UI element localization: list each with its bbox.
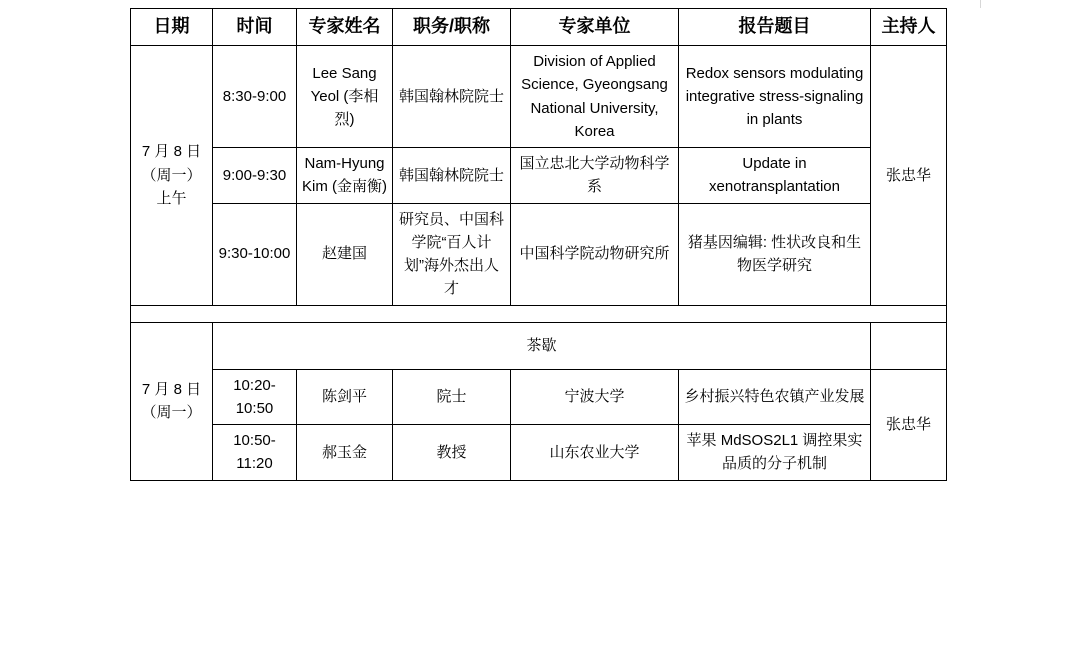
row-time: 9:00-9:30 — [213, 148, 297, 204]
header-host: 主持人 — [871, 9, 947, 46]
section-gap — [131, 305, 947, 322]
row-position: 韩国翰林院院士 — [393, 148, 511, 204]
table-row — [131, 148, 947, 204]
row-expert-name: Lee Sang Yeol (李相烈) — [297, 46, 393, 148]
break-host-empty — [871, 322, 947, 369]
row-position: 韩国翰林院院士 — [393, 46, 511, 148]
table-row — [131, 425, 947, 481]
row-report-topic: 苹果 MdSOS2L1 调控果实品质的分子机制 — [679, 425, 871, 481]
header-affiliation: 专家单位 — [511, 9, 679, 46]
row-affiliation: Division of Applied Science, Gyeongsang National University, Korea — [511, 46, 679, 148]
session-host-late-morning: 张忠华 — [871, 369, 947, 480]
page-edge-line — [100, 0, 981, 8]
row-time: 10:20-10:50 — [213, 369, 297, 425]
table-row — [131, 369, 947, 425]
header-time: 时间 — [213, 9, 297, 46]
row-affiliation: 宁波大学 — [511, 369, 679, 425]
header-position: 职务/职称 — [393, 9, 511, 46]
session-date-late-morning: 7 月 8 日 （周一） — [131, 322, 213, 480]
row-expert-name: 郝玉金 — [297, 425, 393, 481]
header-report-topic: 报告题目 — [679, 9, 871, 46]
row-time: 10:50-11:20 — [213, 425, 297, 481]
header-expert-name: 专家姓名 — [297, 9, 393, 46]
row-expert-name: 陈剑平 — [297, 369, 393, 425]
tea-break-label: 茶歇 — [213, 322, 871, 369]
row-time: 9:30-10:00 — [213, 203, 297, 305]
row-position: 院士 — [393, 369, 511, 425]
row-report-topic: Redox sensors modulating integrative stress-signaling in plants — [679, 46, 871, 148]
row-time: 8:30-9:00 — [213, 46, 297, 148]
row-report-topic: 猪基因编辑: 性状改良和生物医学研究 — [679, 203, 871, 305]
row-affiliation: 山东农业大学 — [511, 425, 679, 481]
table-header-row — [131, 9, 947, 46]
table-body — [131, 46, 947, 481]
session-host-morning: 张忠华 — [871, 46, 947, 306]
table-row — [131, 46, 947, 148]
row-position: 研究员、中国科学院“百人计划”海外杰出人才 — [393, 203, 511, 305]
row-report-topic: Update in xenotransplantation — [679, 148, 871, 204]
header-date: 日期 — [131, 9, 213, 46]
section-gap-cell — [131, 305, 947, 322]
table-row — [131, 322, 947, 369]
row-position: 教授 — [393, 425, 511, 481]
schedule-table — [130, 8, 947, 481]
session-date-morning: 7 月 8 日 （周一） 上午 — [131, 46, 213, 306]
row-affiliation: 国立忠北大学动物科学系 — [511, 148, 679, 204]
row-expert-name: 赵建国 — [297, 203, 393, 305]
row-affiliation: 中国科学院动物研究所 — [511, 203, 679, 305]
table-row — [131, 203, 947, 305]
row-report-topic: 乡村振兴特色农镇产业发展 — [679, 369, 871, 425]
row-expert-name: Nam-Hyung Kim (金南衡) — [297, 148, 393, 204]
